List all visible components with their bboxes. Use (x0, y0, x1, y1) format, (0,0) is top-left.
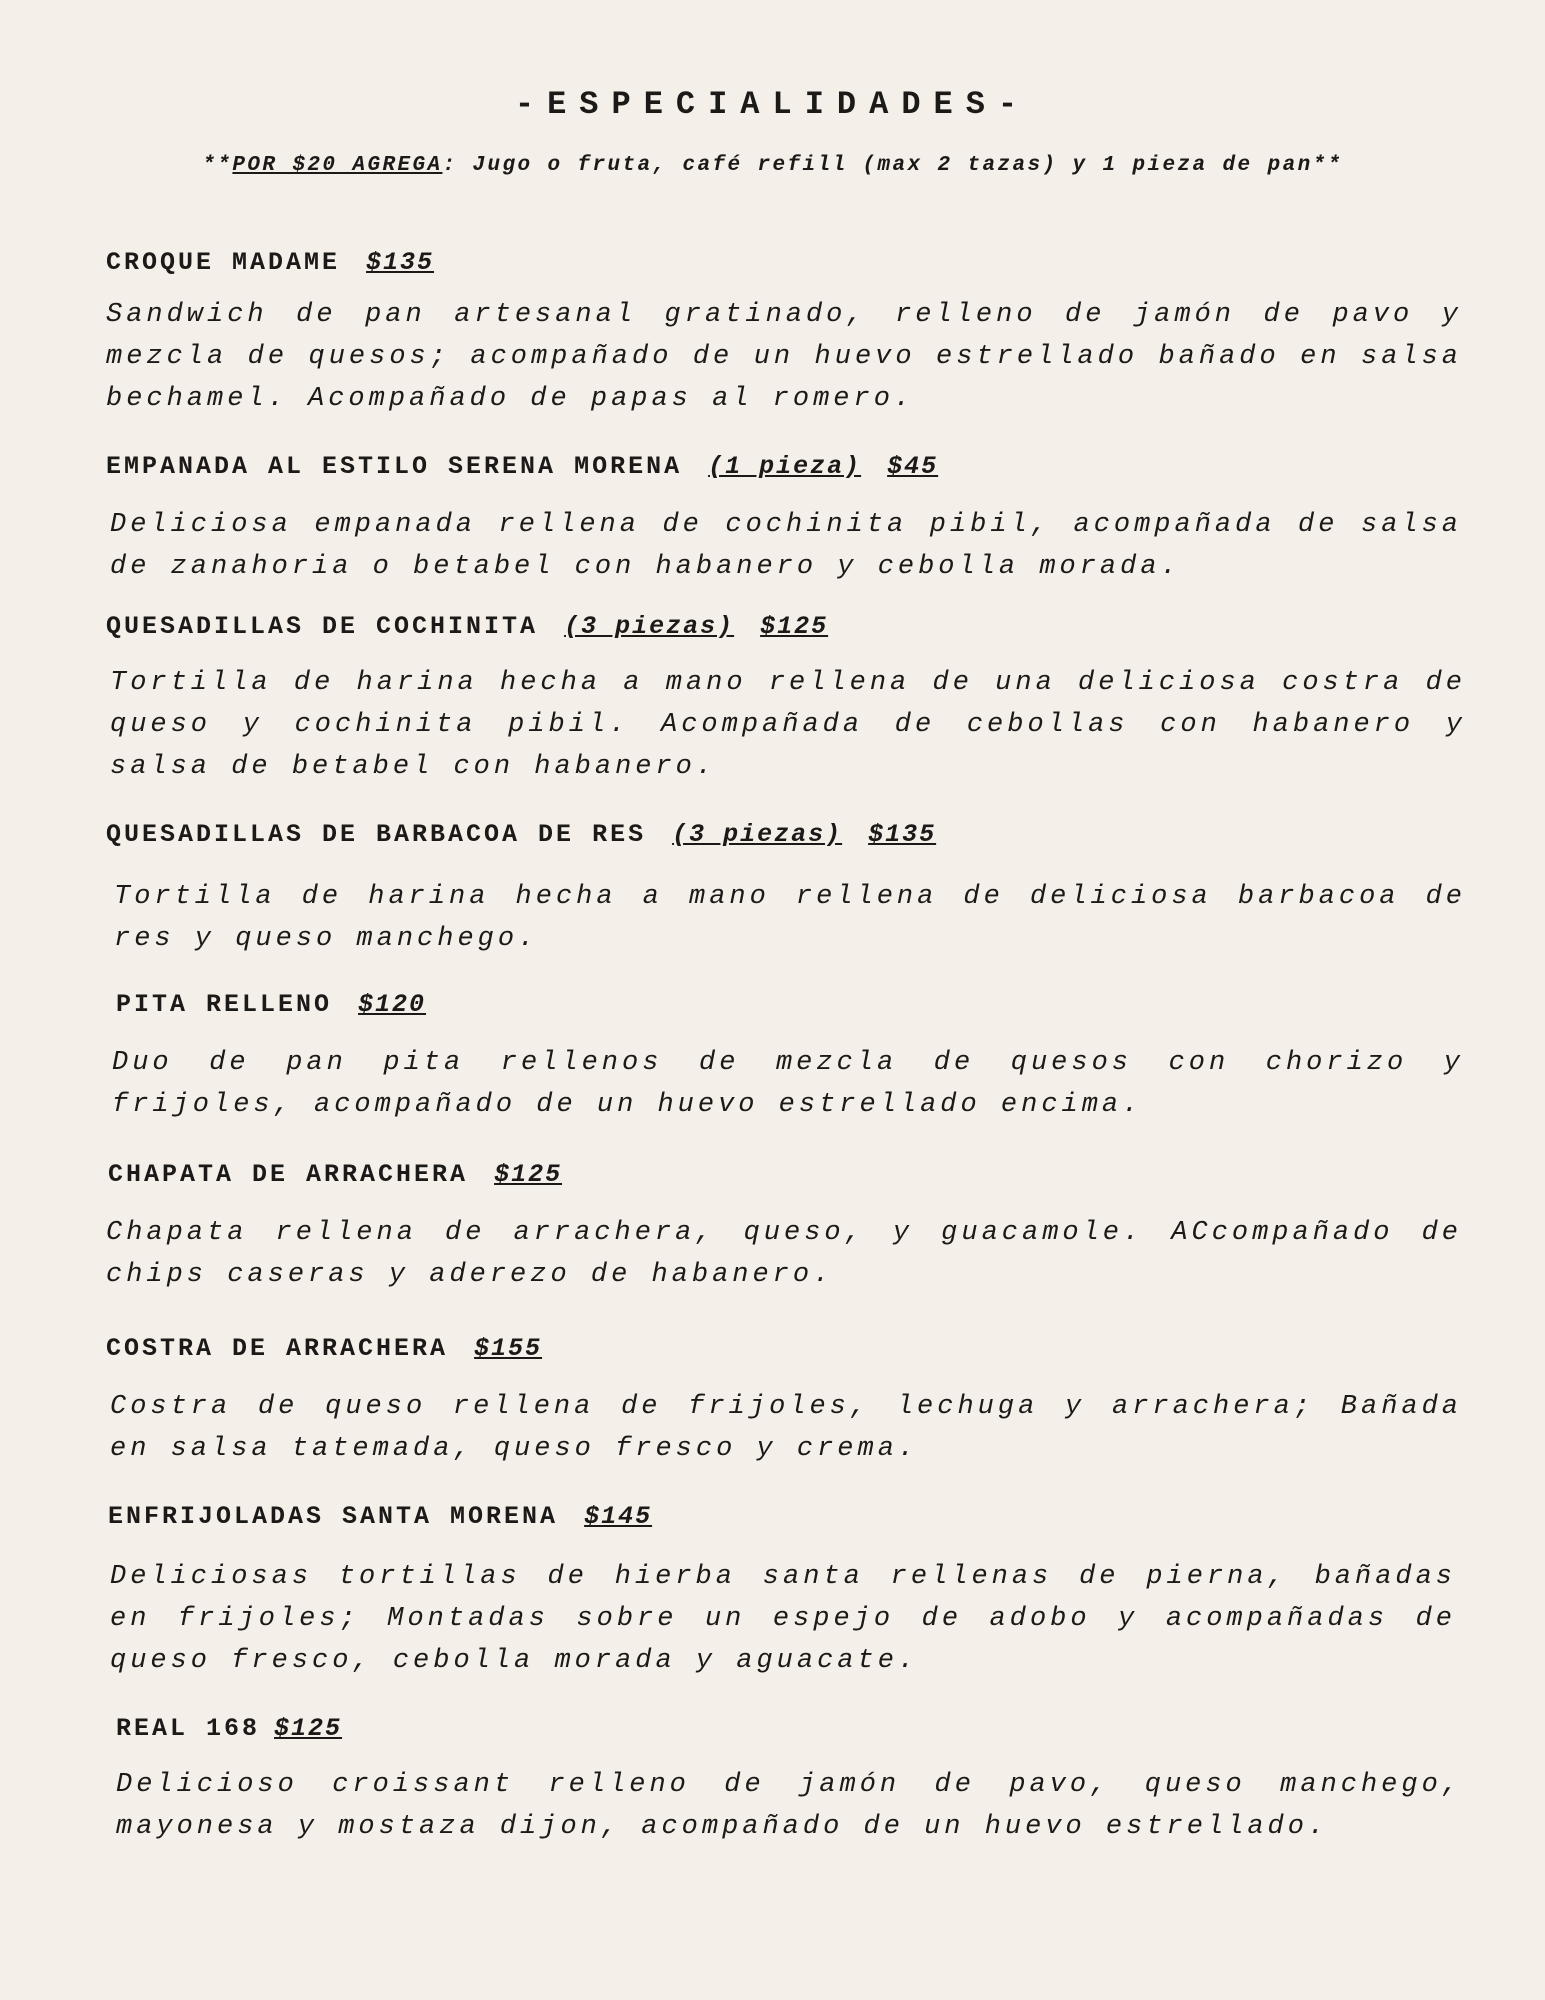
menu-item-price: $155 (474, 1334, 543, 1363)
menu-item-name: QUESADILLAS DE BARBACOA DE RES (106, 820, 647, 849)
menu-item-price: $125 (274, 1714, 343, 1743)
menu-item-name: PITA RELLENO (116, 990, 333, 1019)
menu-item-name: CHAPATA DE ARRACHERA (108, 1160, 469, 1189)
menu-item-description: Deliciosa empanada rellena de cochinita pibil, acompañada de salsa de zanahoria o betabel con habanero y cebolla morada. (110, 510, 1462, 582)
promo-note (0, 154, 1545, 177)
menu-item-price: $125 (494, 1160, 563, 1189)
menu-item-quantity: (3 piezas) (564, 612, 735, 641)
page-title: -ESPECIALIDADES- (514, 86, 1031, 123)
menu-item-name: CROQUE MADAME (106, 248, 341, 277)
menu-item-price: $145 (584, 1502, 653, 1531)
promo-text: : Jugo o fruta, café refill (max 2 tazas) y 1 pieza de pan** (442, 154, 1343, 177)
menu-item-heading (106, 1334, 568, 1363)
menu-item-price: $135 (868, 820, 937, 849)
menu-item-price: $120 (358, 990, 427, 1019)
menu-item-name: ENFRIJOLADAS SANTA MORENA (108, 1502, 559, 1531)
menu-item-quantity: (3 piezas) (672, 820, 843, 849)
menu-item-description: Tortilla de harina hecha a mano rellena de deliciosa barbacoa de res y queso manchego. (114, 882, 1466, 954)
menu-item-description: Deliciosas tortillas de hierba santa rellenas de pierna, bañadas en frijoles; Montadas sobre un espejo de adobo y acompañadas de queso fresco, cebolla morada y aguacate. (110, 1562, 1456, 1676)
promo-prefix: ** (202, 154, 233, 177)
promo-highlight: POR $20 AGREGA (232, 154, 443, 177)
menu-item-name: EMPANADA AL ESTILO SERENA MORENA (106, 452, 683, 481)
menu-item-heading (108, 1502, 678, 1531)
menu-item-price: $125 (760, 612, 829, 641)
menu-item-description: Sandwich de pan artesanal gratinado, relleno de jamón de pavo y mezcla de quesos; acompañado de un huevo estrellado bañado en salsa bechamel. Acompañado de papas al romero. (106, 300, 1462, 414)
menu-item-heading (108, 1160, 588, 1189)
menu-item-heading (116, 990, 452, 1019)
menu-item-name: QUESADILLAS DE COCHINITA (106, 612, 539, 641)
menu-item-heading (116, 1714, 368, 1743)
menu-item-description: Costra de queso rellena de frijoles, lechuga y arrachera; Bañada en salsa tatemada, queso fresco y crema. (110, 1392, 1462, 1464)
menu-item-description: Duo de pan pita rellenos de mezcla de quesos con chorizo y frijoles, acompañado de un huevo estrellado encima. (112, 1048, 1464, 1120)
menu-item-heading (106, 248, 460, 277)
menu-item-heading (106, 820, 962, 849)
menu-item-heading (106, 612, 854, 641)
menu-item-description: Delicioso croissant relleno de jamón de pavo, queso manchego, mayonesa y mostaza dijon, acompañado de un huevo estrellado. (116, 1770, 1462, 1842)
menu-item-description: Tortilla de harina hecha a mano rellena de una deliciosa costra de queso y cochinita pibil. Acompañada de cebollas con habanero y salsa de betabel con habanero. (110, 668, 1466, 782)
menu-item-heading (106, 452, 964, 481)
menu-item-price: $45 (887, 452, 939, 481)
menu-item-description: Chapata rellena de arrachera, queso, y guacamole. ACcompañado de chips caseras y aderezo de habanero. (106, 1218, 1462, 1290)
menu-item-quantity: (1 pieza) (708, 452, 862, 481)
menu-item-price: $135 (366, 248, 435, 277)
menu-item-name: REAL 168 (116, 1714, 261, 1743)
menu-item-name: COSTRA DE ARRACHERA (106, 1334, 449, 1363)
